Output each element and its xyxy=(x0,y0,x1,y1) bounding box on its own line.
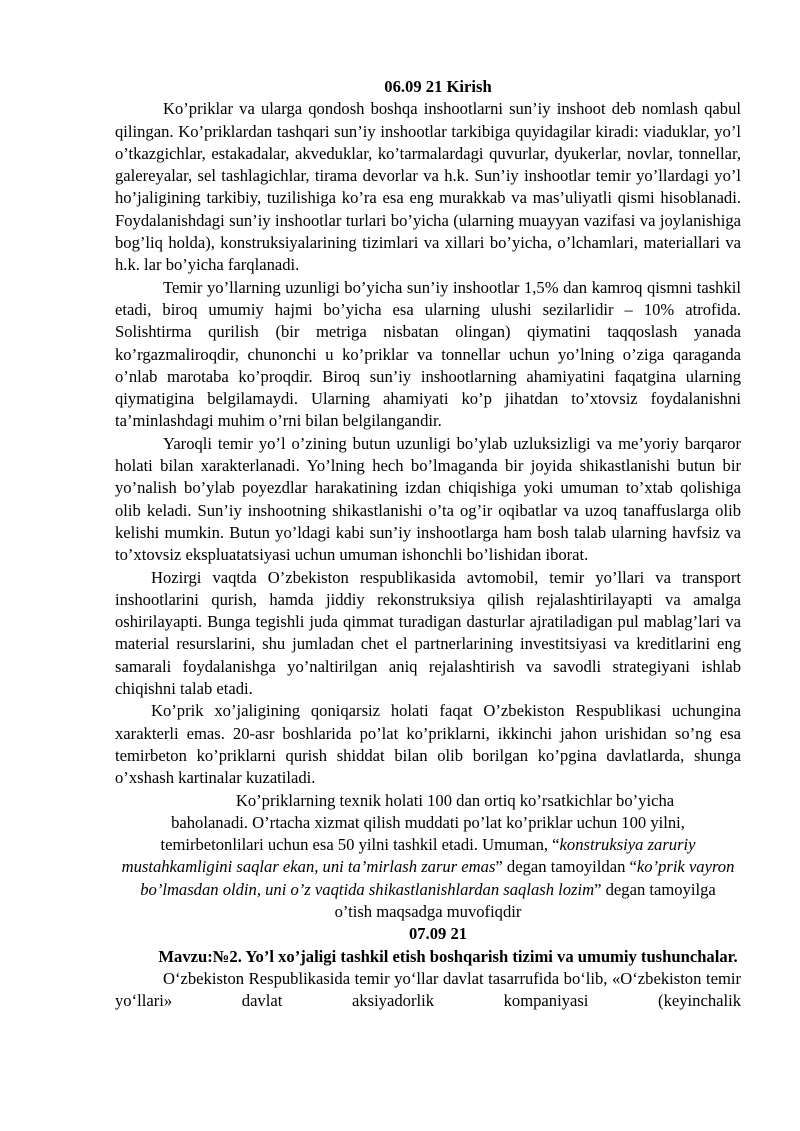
paragraph-service-life-first: Ko’priklarning texnik holati 100 dan ortiq ko’rsatkichlar bo’yicha xyxy=(235,790,675,810)
document-page xyxy=(115,76,741,1012)
paragraph-uzbekistan-construction: Hozirgi vaqtda O’zbekiston respublikasida avtomobil, temir yo’llari va transport inshootlarini qurish, hamda jiddiy rekonstruksiya qilish rejalashtirilayapti va amalga oshirilayapti. Bunga tegishli juda qimmat turadigan dasturlar ajratiladigan pul mablag’lari va material resurslarini, shu jumladan chet el partnerlarining investitsiyasi va kreditlarini eng samarali foydalanishga yo’naltirilgan aniq rejalashtirish va savodli strategiyani ishlab chiqishni talab etadi. xyxy=(115,567,741,699)
paragraph-service-life xyxy=(115,790,741,924)
paragraph-railway-company: O‘zbekiston Respublikasida temir yo‘llar davlat tasarrufida bo‘lib, «O‘zbekiston temir yo‘llari» davlat aksiyadorlik kompaniyasi (keyinchalik xyxy=(115,968,741,1011)
page-title: 06.09 21 Kirish xyxy=(384,77,492,96)
paragraph-continuity: Yaroqli temir yo’l o’zining butun uzunligi bo’ylab uzluksizligi va me’yoriy barqaror holati bilan xarakterlanadi. Yo’lning hech bo’lmaganda bir joyida shikastlanishi butun bir yo’nalish bo’ylab poyezdlar harakatining izdan chiqishiga yoki umuman to’xtab qolishiga olib keladi. Sun’iy inshootning shikastlanishi o’ta og’ir oqibatlar va uzoq tanaffuslarga olib kelishi mumkin. Butun yo’ldagi kabi sun’iy inshootlarga ham bosh talab ularning havfsiz va to’xtovsiz ekspluatatsiyasi uchun umuman ishonchli bo’lishidan iborat. xyxy=(115,433,741,565)
paragraph-service-life-text-b: ” degan tamoyildan “ xyxy=(495,857,637,877)
paragraph-service-life-text-a: baholanadi. O’rtacha xizmat qilish muddati po’lat ko’priklar uchun 100 yilni, temirbetonlilari uchun esa 50 yilni tashkil etadi. Umuman, “ xyxy=(160,812,685,855)
paragraph-service-life-text-c: ” degan tamoyilga o’tish maqsadga muvofiqdir xyxy=(334,879,716,921)
principle-quote-2: ko’prik vayron bo’lmasdan oldin, uni o’z vaqtida shikastlanishlardan saqlash lozim xyxy=(140,857,735,899)
paragraph-intro: Ko’priklar va ularga qondosh boshqa inshootlarni sun’iy inshoot deb nomlash qabul qilingan. Ko’priklardan tashqari sun’iy inshootlar tarkibiga quyidagilar kiradi: viaduklar, yo’l o’tkazgichlar, estakadalar, akveduklar, ko’tarmalardagi quvurlar, dyukerlar, novlar, tonnellar, galereyalar, sel tashlagichlar, tirama devorlar va h.k. Sun’iy inshootlar temir yo’llardagi yo’l ho’jaligining tarkibiy, tuzilishiga ko’ra esa eng murakkab va mas’uliyatli qismi hisoblanadi. Foydalanishdagi sun’iy inshootlar turlari bo’yicha (ularning muayyan vazifasi va joylanishiga bog’liq holda), konstruksiyalarining tizimlari va xillari bo’yicha, o’lchamlari, materiallari va h.k. lar bo’yicha farqlanadi. xyxy=(115,99,741,275)
paragraph-bridge-condition: Ko’prik xo’jaligining qoniqarsiz holati faqat O’zbekiston Respublikasi uchungina xarakterli emas. 20-asr boshlarida po’lat ko’priklarni, ikkinchi jahon urishidan so’ng esa temirbeton ko’priklarni qurish shiddat bilan olib borilgan ko’pgina davlatlarda, shunga o’xshash kartinalar kuzatiladi. xyxy=(115,701,741,788)
paragraph-length-share: Temir yo’llarning uzunligi bo’yicha sun’iy inshootlar 1,5% dan kamroq qismni tashkil etadi, biroq umumiy hajmi bo’yicha esa ularning ulushi sezilarlidir – 10% atrofida. Solishtirma qurilish (bir metriga nisbatan olingan) qiymatini taqqoslash yanada ko’rgazmaliroqdir, chunonchi u ko’priklar va tonnellar uchun yo’lning o’ziga qaraganda o’nlab marotaba ko’proqdir. Biroq sun’iy inshootlarning ahamiyatini faqatgina ularning qiymatigina belgilamaydi. Ularning ahamiyati ko’p jihatdan to’xtovsiz foydalanishni ta’minlashdagi muhim o’rni bilan belgilangandir. xyxy=(115,277,741,431)
section-date: 07.09 21 xyxy=(408,924,468,944)
principle-quote-1: konstruksiya zaruriy mustahkamligini saqlar ekan, uni ta’mirlash zarur emas xyxy=(121,835,696,877)
section-heading: Mavzu:№2. Yo’l xo’jaligi tashkil etish boshqarish tizimi va umumiy tushunchalar. xyxy=(158,946,738,966)
